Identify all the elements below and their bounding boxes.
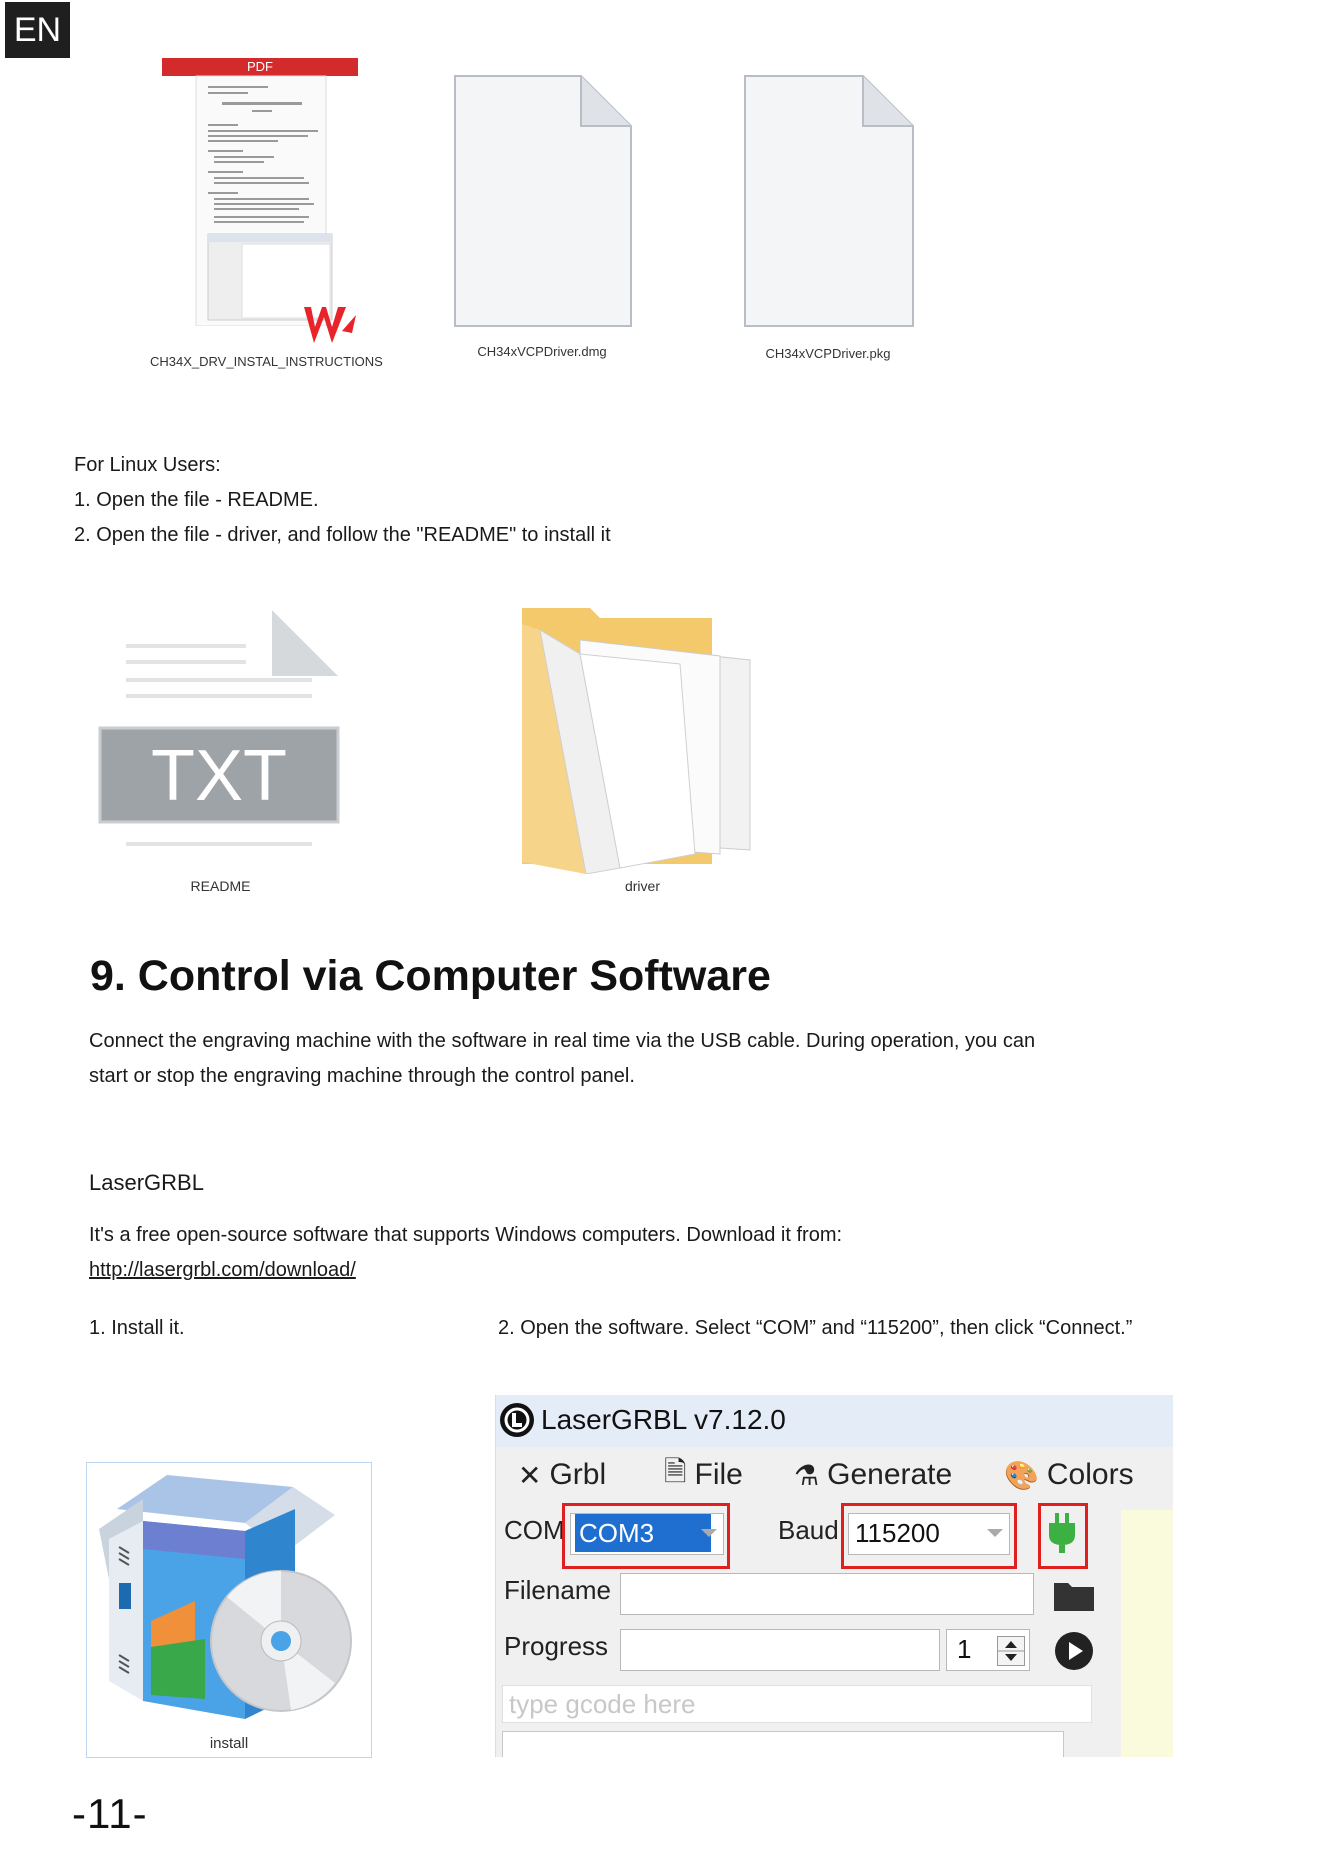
progress-label: Progress [504,1631,609,1661]
driver-caption: driver [624,878,660,894]
run-play-icon[interactable] [1054,1631,1094,1671]
menu-colors[interactable] [1004,1453,1134,1497]
filename-label: Filename [504,1575,611,1605]
menu-grbl-label: Grbl [549,1458,607,1491]
pkg-file-caption: CH34xVCPDriver.pkg [765,346,891,361]
section-intro-line-1: Connect the engraving machine with the software in real time via the USB cable. During operation, you can [89,1030,1036,1052]
wps-logo-icon [302,303,358,347]
palette-icon: 🎨 [1004,1459,1039,1491]
install-box-icon [95,1469,365,1729]
file-icon: 🗎 [664,1456,687,1487]
gcode-placeholder: type gcode here [509,1689,696,1719]
tools-icon: ✕ [518,1459,542,1491]
readme-file-item [98,608,343,898]
step-2-text: 2. Open the software. Select “COM” and “115200”, then click “Connect.” [498,1317,1133,1339]
filename-field[interactable] [620,1573,1034,1615]
com-selected-value: COM3 [575,1514,711,1552]
menu-file[interactable] [664,1453,743,1497]
console-output [502,1731,1064,1757]
baud-label: Baud [778,1515,839,1545]
folder-open-icon[interactable] [1054,1579,1094,1611]
com-label: COM [504,1515,565,1545]
gcode-input[interactable] [502,1685,1092,1723]
side-panel [1121,1510,1173,1757]
repeat-count-value: 1 [957,1634,972,1664]
spinner-arrows-icon[interactable] [997,1636,1025,1666]
blank-document-icon [453,74,633,328]
progress-bar [620,1629,940,1671]
dmg-file-caption: CH34xVCPDriver.dmg [477,344,607,359]
install-caption: install [209,1735,249,1752]
lasergrbl-logo-icon [500,1403,534,1437]
section-title: 9. Control via Computer Software [90,952,771,1000]
section-intro-line-2: start or stop the engraving machine through the control panel. [89,1065,635,1087]
step-1-text: 1. Install it. [89,1317,185,1339]
com-highlight [562,1503,730,1569]
menu-generate-label: Generate [827,1458,953,1491]
linux-heading: For Linux Users: [74,454,221,476]
download-link[interactable]: http://lasergrbl.com/download/ [89,1259,356,1281]
repeat-count-stepper[interactable] [946,1629,1030,1671]
flask-icon: ⚗ [794,1459,820,1491]
folder-icon [520,604,770,874]
driver-folder-item [520,604,770,904]
baud-selected-value: 115200 [855,1518,940,1548]
pkg-file-item [742,74,922,364]
blank-document-icon [743,74,915,328]
window-title: LaserGRBL v7.12.0 [541,1404,786,1435]
pdf-label: PDF [247,59,273,74]
baud-highlight [841,1503,1017,1569]
pdf-document-icon [162,58,358,326]
pdf-file-caption: CH34X_DRV_INSTAL_INSTRUCTIONS [150,354,383,369]
menu-generate[interactable] [794,1453,952,1497]
language-badge: EN [5,2,70,58]
pdf-file-item [150,58,383,369]
menu-colors-label: Colors [1046,1458,1134,1491]
connect-highlight [1038,1503,1088,1569]
lasergrbl-description: It's a free open-source software that supports Windows computers. Download it from: [89,1224,843,1246]
lasergrbl-window [495,1395,1173,1757]
install-icon-frame [86,1462,372,1758]
readme-caption: README [190,878,251,894]
txt-file-icon [98,608,343,853]
lasergrbl-name: LaserGRBL [89,1170,204,1195]
window-titlebar [496,1395,1173,1447]
dmg-file-item [452,74,632,364]
menu-file-label: File [694,1458,743,1491]
linux-step-2: 2. Open the file - driver, and follow the "README" to install it [74,524,611,546]
menu-grbl[interactable] [518,1453,606,1497]
txt-label: TXT [151,736,287,816]
linux-step-1: 1. Open the file - README. [74,489,319,511]
page-number: -11- [72,1790,148,1837]
